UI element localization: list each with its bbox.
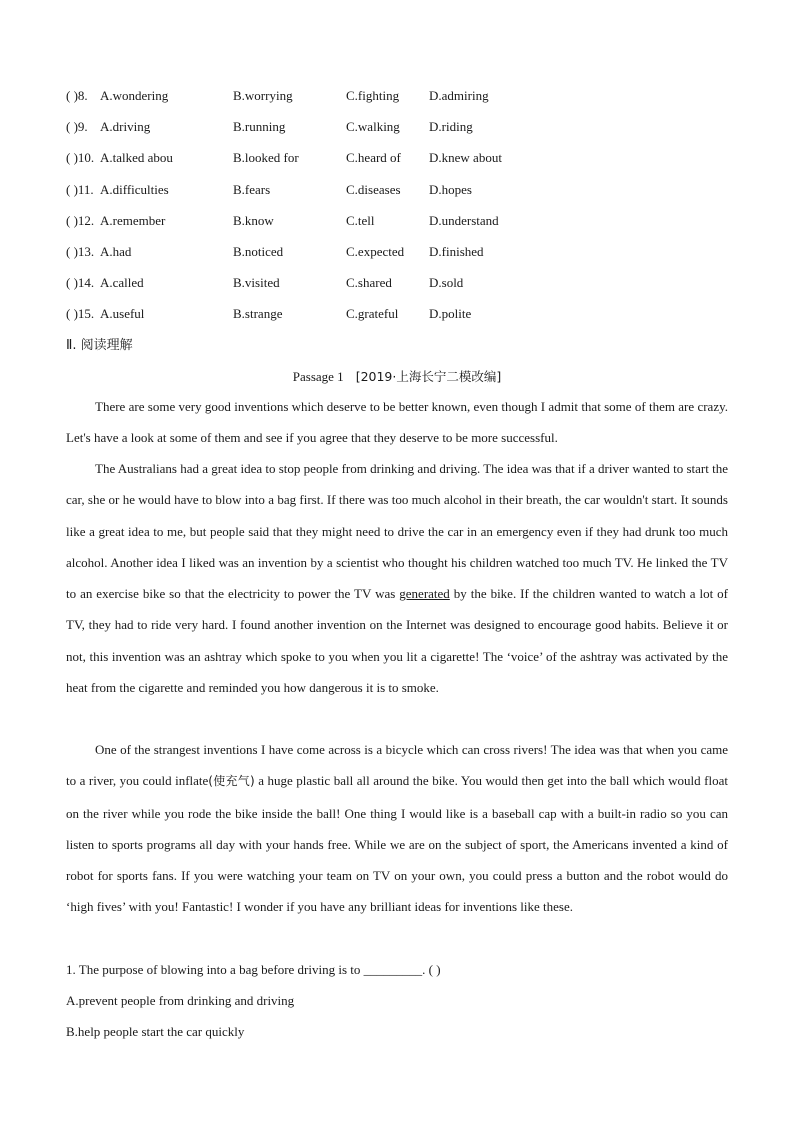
question-number: ( )10. [66,150,95,165]
option-a: A.talked abou [100,150,173,165]
option-d: D.polite [429,306,472,321]
option-b: B.strange [233,306,283,321]
option-a: A.difficulties [100,182,169,197]
option-d: D.understand [429,213,499,228]
option-a: A.wondering [100,88,169,103]
option-a: A.called [100,275,144,290]
question-number: ( )8. [66,88,88,103]
option-b: B.know [233,213,274,228]
question-number: ( )15. [66,306,95,321]
option-d: D.admiring [429,88,489,103]
option-a: A.driving [100,119,151,134]
option-a: A.useful [100,306,145,321]
paragraph-3-text: a huge plastic ball all around the bike. You would then get into the ball which would float on the river while you rode the bike inside the ball! One thing I would like is a baseball cap with a built-in radio so you can listen to sports programs all day with your hands free. While we are on the subject of sport, the Americans invented a kind of robot for sports fans. If you were watching your team on TV on your own, you could press a button and the robot would do ‘high fives’ with you! Fantastic! I wonder if you have any brilliant ideas for inventions like these. [66,773,728,915]
paragraph-2-text: The Australians had a great idea to stop people from drinking and driving. The idea was that if a driver wanted to start the car, she or he would have to blow into a bag first. If there was too much alcohol in their breath, the car wouldn't start. It sounds like a great idea to me, but people said that they might need to drive the car in an emergency even if they had drunk too much alcohol. Another idea I liked was an invention by a scientist who thought his children watched too much TV. He linked the TV to an exercise bike so that the electricity to power the TV was [66,461,728,602]
option-c: C.expected [346,244,405,259]
option-b: B.visited [233,275,280,290]
option-c: C.diseases [346,182,401,197]
chinese-gloss: (使充气) [208,774,255,789]
option-a: A.remember [100,213,166,228]
passage-source: [2019·上海长宁二模改编] [355,369,502,384]
option-c: C.tell [346,213,375,228]
question-number: ( )14. [66,275,95,290]
paragraph-1: There are some very good inventions which deserve to be better known, even though I admit that some of them are crazy. Let's have a look at some of them and see if you agree that they deserve to be more successful. [66,399,728,446]
option-c: C.walking [346,119,400,134]
option-d: D.hopes [429,182,472,197]
section-heading: Ⅱ. 阅读理解 [66,338,133,353]
option-d: D.finished [429,244,484,259]
option-b: B.looked for [233,150,299,165]
option-c: C.shared [346,275,392,290]
option-b: B.noticed [233,244,284,259]
question-number: ( )12. [66,213,95,228]
option-b: B.worrying [233,88,293,103]
option-c: C.heard of [346,150,401,165]
option-c: C.fighting [346,88,400,103]
question-number: ( )11. [66,182,94,197]
option-b: B.fears [233,182,271,197]
option-d: D.knew about [429,150,502,165]
paragraph-3 [66,734,728,923]
passage-title-text: Passage 1 [292,369,344,384]
answer-option-a: A.prevent people from drinking and driving [66,993,295,1008]
option-d: D.sold [429,275,464,290]
question-number: ( )9. [66,119,88,134]
option-c: C.grateful [346,306,399,321]
option-d: D.riding [429,119,473,134]
option-b: B.running [233,119,286,134]
underlined-word: generated [399,586,450,602]
option-a: A.had [100,244,132,259]
paragraph-3-text: One of the strangest inventions I have come across is a bicycle which can cross rivers! The idea was that when you came to a river, you could inflate [66,742,728,789]
paragraph-2-text: by the bike. If the children wanted to watch a lot of TV, they had to ride very hard. I found another invention on the Internet was designed to encourage good habits. Believe it or not, this invention was an ashtray which spoke to you when you lit a cigarette! The ‘voice’ of the ashtray was activated by the heat from the cigarette and reminded you how dangerous it is to smoke. [66,586,728,696]
passage-title [0,367,794,387]
question-stem: 1. The purpose of blowing into a bag before driving is to _________. ( ) [66,962,441,977]
question-number: ( )13. [66,244,95,259]
answer-option-b: B.help people start the car quickly [66,1024,245,1039]
paragraph-2 [66,453,728,703]
